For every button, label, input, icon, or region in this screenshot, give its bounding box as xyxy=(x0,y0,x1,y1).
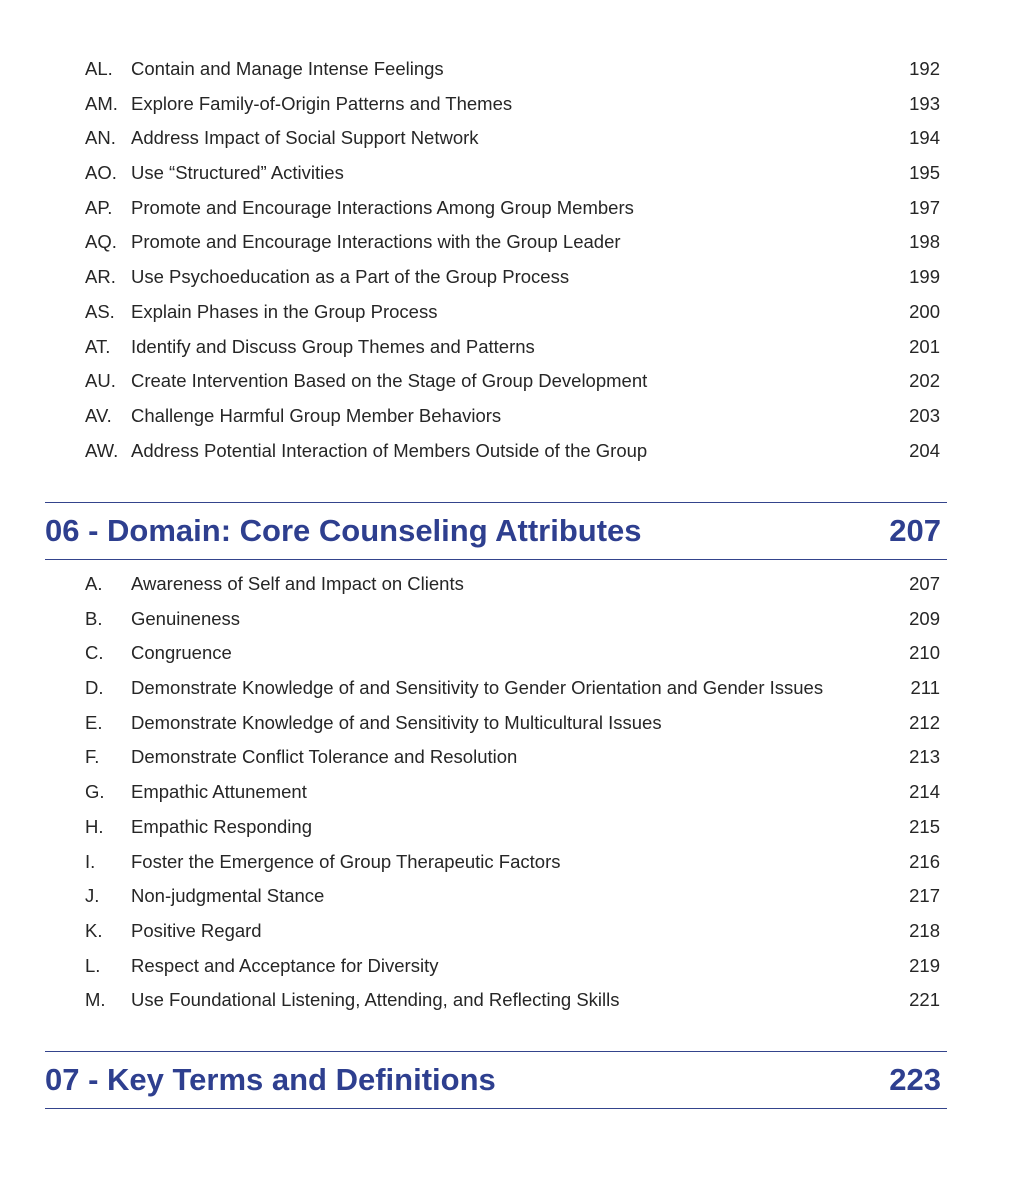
toc-entry[interactable] xyxy=(0,879,1028,914)
toc-entry[interactable] xyxy=(0,602,1028,637)
entry-page-number: 212 xyxy=(909,711,940,733)
entry-page-number: 202 xyxy=(909,370,940,392)
toc-entry[interactable] xyxy=(0,364,1028,399)
entry-letter: B. xyxy=(85,607,103,629)
entry-page-number: 197 xyxy=(909,196,940,218)
section-page-number: 207 xyxy=(889,513,941,548)
entry-page-number: 214 xyxy=(909,781,940,803)
entry-page-number: 200 xyxy=(909,300,940,322)
entry-letter: C. xyxy=(85,642,104,664)
entry-page-number: 219 xyxy=(909,954,940,976)
entry-title: Use Foundational Listening, Attending, and Reflecting Skills xyxy=(131,989,620,1011)
entry-page-number: 194 xyxy=(909,127,940,149)
section-06-header[interactable] xyxy=(45,502,947,560)
entry-page-number: 204 xyxy=(909,439,940,461)
entry-letter: AU. xyxy=(85,370,116,392)
entry-letter: I. xyxy=(85,850,96,872)
entry-letter: AP. xyxy=(85,196,113,218)
entry-page-number: 201 xyxy=(909,335,940,357)
toc-entry[interactable] xyxy=(0,706,1028,741)
toc-entry[interactable] xyxy=(0,949,1028,984)
entry-letter: K. xyxy=(85,919,103,941)
entry-letter: AM. xyxy=(85,92,118,114)
toc-entry[interactable] xyxy=(0,156,1028,191)
entry-page-number: 221 xyxy=(909,989,940,1011)
entry-title: Non-judgmental Stance xyxy=(131,885,325,907)
toc-entry[interactable] xyxy=(0,671,1028,706)
entry-title: Promote and Encourage Interactions with the Group Leader xyxy=(131,231,621,253)
entry-title: Address Potential Interaction of Members Outside of the Group xyxy=(131,439,648,461)
toc-entry[interactable] xyxy=(0,191,1028,226)
continued-toc-list xyxy=(0,52,1028,468)
toc-entry[interactable] xyxy=(0,567,1028,602)
toc-entry[interactable] xyxy=(0,87,1028,122)
entry-page-number: 198 xyxy=(909,231,940,253)
section-07-header[interactable] xyxy=(45,1051,947,1109)
entry-page-number: 209 xyxy=(909,607,940,629)
entry-letter: M. xyxy=(85,989,106,1011)
entry-page-number: 203 xyxy=(909,404,940,426)
entry-title: Awareness of Self and Impact on Clients xyxy=(131,573,464,594)
entry-letter: L. xyxy=(85,954,101,976)
toc-entry[interactable] xyxy=(0,740,1028,775)
section-title: 06 - Domain: Core Counseling Attributes xyxy=(45,513,642,548)
entry-letter: AT. xyxy=(85,335,111,357)
toc-entry[interactable] xyxy=(0,52,1028,87)
section-06-toc-list xyxy=(0,567,1028,1018)
entry-letter: E. xyxy=(85,711,103,733)
entry-page-number: 213 xyxy=(909,746,940,768)
entry-page-number: 193 xyxy=(909,92,940,114)
entry-letter: H. xyxy=(85,815,104,837)
entry-page-number: 192 xyxy=(909,58,940,79)
entry-title: Positive Regard xyxy=(131,919,262,941)
entry-letter: F. xyxy=(85,746,100,768)
entry-letter: AV. xyxy=(85,404,112,426)
entry-page-number: 217 xyxy=(909,885,940,907)
toc-entry[interactable] xyxy=(0,225,1028,260)
entry-page-number: 199 xyxy=(909,266,940,288)
entry-letter: AR. xyxy=(85,266,116,288)
toc-entry[interactable] xyxy=(0,810,1028,845)
toc-entry[interactable] xyxy=(0,260,1028,295)
entry-page-number: 207 xyxy=(909,573,940,594)
toc-entry[interactable] xyxy=(0,914,1028,949)
entry-title: Respect and Acceptance for Diversity xyxy=(131,954,439,976)
entry-title: Promote and Encourage Interactions Among Group Members xyxy=(131,196,634,218)
entry-title: Genuineness xyxy=(131,607,241,629)
entry-title: Empathic Attunement xyxy=(131,781,307,803)
toc-entry[interactable] xyxy=(0,399,1028,434)
toc-entry[interactable] xyxy=(0,121,1028,156)
entry-title: Foster the Emergence of Group Therapeutic Factors xyxy=(131,850,561,872)
toc-entry[interactable] xyxy=(0,983,1028,1018)
entry-letter: AW. xyxy=(85,439,119,461)
entry-letter: J. xyxy=(85,885,100,907)
entry-title: Empathic Responding xyxy=(131,815,312,837)
entry-page-number: 215 xyxy=(909,815,940,837)
entry-title: Challenge Harmful Group Member Behaviors xyxy=(131,404,502,426)
entry-page-number: 218 xyxy=(909,919,940,941)
entry-title: Identify and Discuss Group Themes and Patterns xyxy=(131,335,535,357)
entry-title: Use Psychoeducation as a Part of the Group Process xyxy=(131,266,570,288)
entry-title: Explore Family-of-Origin Patterns and Themes xyxy=(131,92,513,114)
entry-letter: AL. xyxy=(85,58,113,79)
toc-entry[interactable] xyxy=(0,845,1028,880)
entry-title: Address Impact of Social Support Network xyxy=(131,127,479,149)
entry-page-number: 210 xyxy=(909,642,940,664)
toc-entry[interactable] xyxy=(0,636,1028,671)
toc-entry[interactable] xyxy=(0,330,1028,365)
entry-letter: A. xyxy=(85,573,103,594)
entry-title: Create Intervention Based on the Stage of Group Development xyxy=(131,370,648,392)
toc-entry[interactable] xyxy=(0,434,1028,469)
toc-entry[interactable] xyxy=(0,295,1028,330)
entry-title: Congruence xyxy=(131,642,232,664)
entry-letter: D. xyxy=(85,677,104,699)
entry-letter: AO. xyxy=(85,162,117,184)
toc-entry[interactable] xyxy=(0,775,1028,810)
entry-page-number: 211 xyxy=(910,677,940,699)
entry-title: Contain and Manage Intense Feelings xyxy=(131,58,444,79)
entry-letter: AN. xyxy=(85,127,116,149)
entry-title: Demonstrate Knowledge of and Sensitivity to Multicultural Issues xyxy=(131,711,662,733)
entry-title: Use “Structured” Activities xyxy=(131,162,344,184)
section-title: 07 - Key Terms and Definitions xyxy=(45,1062,496,1097)
entry-title: Demonstrate Knowledge of and Sensitivity to Gender Orientation and Gender Issues xyxy=(131,677,824,699)
entry-title: Demonstrate Conflict Tolerance and Resolution xyxy=(131,746,518,768)
entry-letter: G. xyxy=(85,781,105,803)
section-page-number: 223 xyxy=(889,1062,941,1097)
entry-letter: AS. xyxy=(85,300,115,322)
entry-page-number: 195 xyxy=(909,162,940,184)
entry-page-number: 216 xyxy=(909,850,940,872)
entry-letter: AQ. xyxy=(85,231,117,253)
entry-title: Explain Phases in the Group Process xyxy=(131,300,438,322)
